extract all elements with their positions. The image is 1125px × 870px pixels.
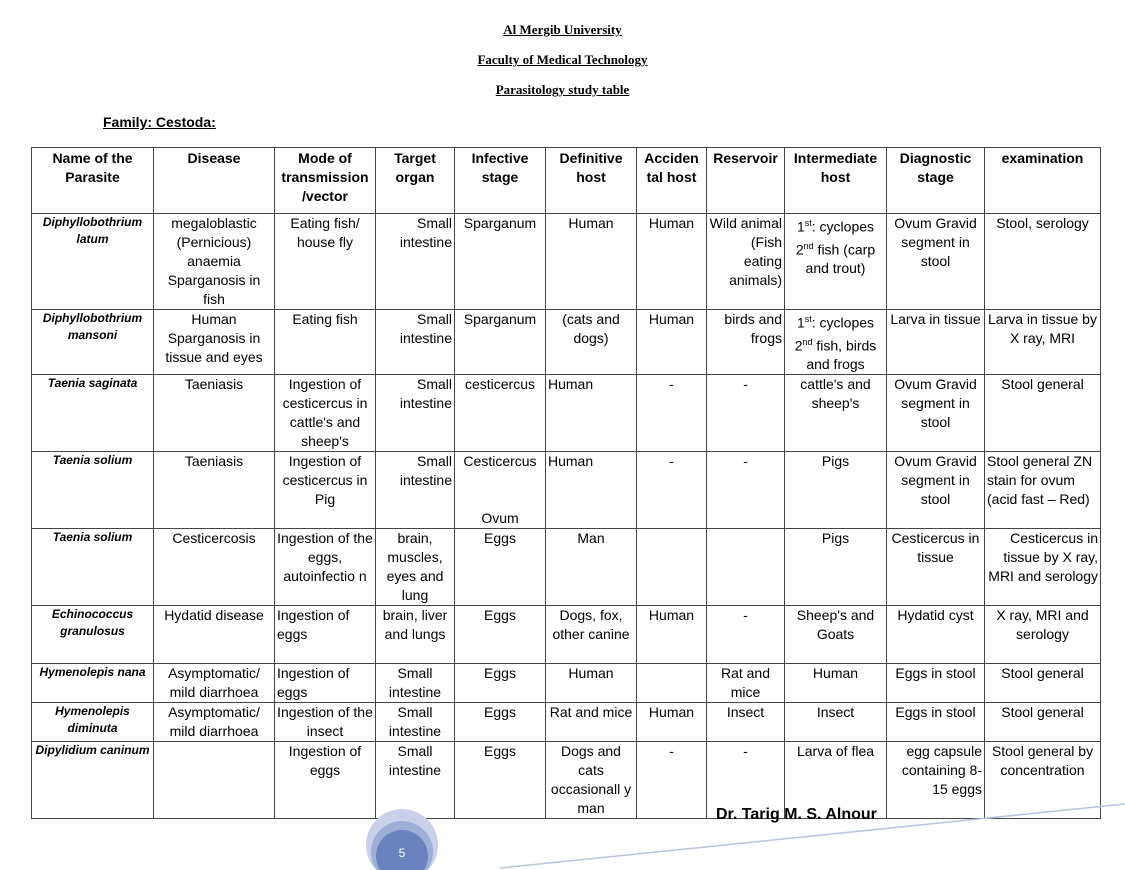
- accidental-cell: [637, 529, 707, 606]
- parasite-name: Hymenolepis nana: [32, 664, 154, 703]
- exam-cell: Stool general: [985, 703, 1101, 742]
- organ-cell: Small intestine: [376, 375, 455, 452]
- mode-cell: Ingestion of eggs: [275, 742, 376, 819]
- mode-cell: Eating fish: [275, 310, 376, 375]
- mode-cell: Ingestion of eggs: [275, 664, 376, 703]
- university-name: Al Mergib University: [503, 22, 622, 37]
- parasite-name: Hymenolepis diminuta: [32, 703, 154, 742]
- reservoir-cell: -: [707, 375, 785, 452]
- exam-cell: X ray, MRI and serology: [985, 606, 1101, 664]
- disease-cell: Taeniasis: [154, 375, 275, 452]
- accidental-cell: Human: [637, 214, 707, 310]
- parasite-name: Echinococcus granulosus: [32, 606, 154, 664]
- infective-cell: Eggs: [455, 703, 546, 742]
- column-header: Infective stage: [455, 148, 546, 214]
- diagnostic-cell: Ovum Gravid segment in stool: [887, 375, 985, 452]
- infective-cell: cesticercus: [455, 375, 546, 452]
- column-header: Acciden tal host: [637, 148, 707, 214]
- organ-cell: Small intestine: [376, 742, 455, 819]
- organ-cell: Small intestine: [376, 310, 455, 375]
- exam-cell: Stool general: [985, 375, 1101, 452]
- accidental-cell: Human: [637, 703, 707, 742]
- exam-cell: Stool general by concentration: [985, 742, 1101, 819]
- organ-cell: brain, muscles, eyes and lung: [376, 529, 455, 606]
- mode-cell: Eating fish/ house fly: [275, 214, 376, 310]
- definitive-cell: Human: [546, 214, 637, 310]
- exam-cell: Stool general: [985, 664, 1101, 703]
- infective-cell: Eggs: [455, 529, 546, 606]
- exam-cell: Stool, serology: [985, 214, 1101, 310]
- intermediate-cell: Insect: [785, 703, 887, 742]
- organ-cell: brain, liver and lungs: [376, 606, 455, 664]
- table-row: [32, 664, 1101, 703]
- page-number: 5: [398, 846, 406, 860]
- organ-cell: Small intestine: [376, 664, 455, 703]
- disease-cell: Hydatid disease: [154, 606, 275, 664]
- diagnostic-cell: Hydatid cyst: [887, 606, 985, 664]
- disease-cell: Asymptomatic/ mild diarrhoea: [154, 703, 275, 742]
- parasite-name: Taenia solium: [32, 529, 154, 606]
- parasite-name: Diphyllobothrium latum: [32, 214, 154, 310]
- mode-cell: Ingestion of the insect: [275, 703, 376, 742]
- mode-cell: Ingestion of cesticercus in Pig: [275, 452, 376, 529]
- column-header: Intermediate host: [785, 148, 887, 214]
- infective-cell: Sparganum: [455, 310, 546, 375]
- infective-cell: Eggs: [455, 664, 546, 703]
- table-row: [32, 375, 1101, 452]
- definitive-cell: Dogs and cats occasionall y man: [546, 742, 637, 819]
- document-title: Parasitology study table: [495, 82, 630, 97]
- mode-cell: Ingestion of cesticercus in cattle's and sheep's: [275, 375, 376, 452]
- column-header: Diagnostic stage: [887, 148, 985, 214]
- parasite-study-table: [31, 147, 1101, 819]
- organ-cell: Small intestine: [376, 214, 455, 310]
- column-header: Definitive host: [546, 148, 637, 214]
- parasite-name: Dipylidium caninum: [32, 742, 154, 819]
- organ-cell: Small intestine: [376, 452, 455, 529]
- diagnostic-cell: Ovum Gravid segment in stool: [887, 214, 985, 310]
- definitive-cell: Man: [546, 529, 637, 606]
- intermediate-cell: cattle's and sheep's: [785, 375, 887, 452]
- parasite-name: Taenia saginata: [32, 375, 154, 452]
- infective-cell: Sparganum: [455, 214, 546, 310]
- accidental-cell: -: [637, 375, 707, 452]
- organ-cell: Small intestine: [376, 703, 455, 742]
- reservoir-cell: -: [707, 606, 785, 664]
- column-header: Name of the Parasite: [32, 148, 154, 214]
- infective-cell: [455, 452, 546, 529]
- column-header: Reservoir: [707, 148, 785, 214]
- column-header: Disease: [154, 148, 275, 214]
- accidental-cell: Human: [637, 310, 707, 375]
- reservoir-cell: Wild animal (Fish eating animals): [707, 214, 785, 310]
- reservoir-cell: Rat and mice: [707, 664, 785, 703]
- mode-cell: Ingestion of eggs: [275, 606, 376, 664]
- reservoir-cell: Insect: [707, 703, 785, 742]
- accidental-cell: [637, 664, 707, 703]
- accidental-cell: Human: [637, 606, 707, 664]
- intermediate-cell: 1st: cyclopes 2nd fish (carp and trout): [785, 214, 887, 310]
- infective-stage-secondary: Ovum: [481, 510, 519, 527]
- definitive-cell: Rat and mice: [546, 703, 637, 742]
- definitive-cell: Human: [546, 664, 637, 703]
- diagnostic-cell: Eggs in stool: [887, 664, 985, 703]
- table-row: [32, 529, 1101, 606]
- definitive-cell: Human: [546, 375, 637, 452]
- diagnostic-cell: Ovum Gravid segment in stool: [887, 452, 985, 529]
- table-row: [32, 310, 1101, 375]
- reservoir-cell: [707, 529, 785, 606]
- intermediate-cell: Sheep's and Goats: [785, 606, 887, 664]
- disease-cell: Asymptomatic/ mild diarrhoea: [154, 664, 275, 703]
- disease-cell: Cesticercosis: [154, 529, 275, 606]
- column-header: Mode of transmission /vector: [275, 148, 376, 214]
- column-header: examination: [985, 148, 1101, 214]
- infective-stage-text: Cesticercus: [463, 453, 537, 470]
- parasite-name: Diphyllobothrium mansoni: [32, 310, 154, 375]
- family-heading: Family: Cestoda:: [103, 114, 216, 130]
- table-row: [32, 452, 1101, 529]
- accidental-cell: -: [637, 742, 707, 819]
- accidental-cell: -: [637, 452, 707, 529]
- intermediate-cell: 1st: cyclopes 2nd fish, birds and frogs: [785, 310, 887, 375]
- intermediate-cell: Human: [785, 664, 887, 703]
- infective-cell: Eggs: [455, 742, 546, 819]
- exam-cell: Stool general ZN stain for ovum (acid fast – Red): [985, 452, 1101, 529]
- table-row: [32, 214, 1101, 310]
- exam-cell: Cesticercus in tissue by X ray, MRI and serology: [985, 529, 1101, 606]
- intermediate-cell: Pigs: [785, 529, 887, 606]
- definitive-cell: Human: [546, 452, 637, 529]
- column-header: Target organ: [376, 148, 455, 214]
- diagnostic-cell: egg capsule containing 8-15 eggs: [887, 742, 985, 819]
- disease-cell: Taeniasis: [154, 452, 275, 529]
- intermediate-cell: Pigs: [785, 452, 887, 529]
- mode-cell: Ingestion of the eggs, autoinfectio n: [275, 529, 376, 606]
- infective-cell: Eggs: [455, 606, 546, 664]
- reservoir-cell: -: [707, 742, 785, 819]
- table-row: [32, 703, 1101, 742]
- definitive-cell: (cats and dogs): [546, 310, 637, 375]
- footer-decoration: [0, 800, 1125, 870]
- diagnostic-cell: Larva in tissue: [887, 310, 985, 375]
- table-header-row: [32, 148, 1101, 214]
- definitive-cell: Dogs, fox, other canine: [546, 606, 637, 664]
- reservoir-cell: birds and frogs: [707, 310, 785, 375]
- disease-cell: megaloblastic (Pernicious) anaemia Sparganosis in fish: [154, 214, 275, 310]
- exam-cell: Larva in tissue by X ray, MRI: [985, 310, 1101, 375]
- intermediate-cell: Larva of flea: [785, 742, 887, 819]
- table-row: [32, 606, 1101, 664]
- diagnostic-cell: Eggs in stool: [887, 703, 985, 742]
- author-signature: Dr. Tarig M. S. Alnour: [716, 806, 877, 823]
- reservoir-cell: -: [707, 452, 785, 529]
- faculty-name: Faculty of Medical Technology: [477, 52, 648, 67]
- diagnostic-cell: Cesticercus in tissue: [887, 529, 985, 606]
- disease-cell: Human Sparganosis in tissue and eyes: [154, 310, 275, 375]
- parasite-name: Taenia solium: [32, 452, 154, 529]
